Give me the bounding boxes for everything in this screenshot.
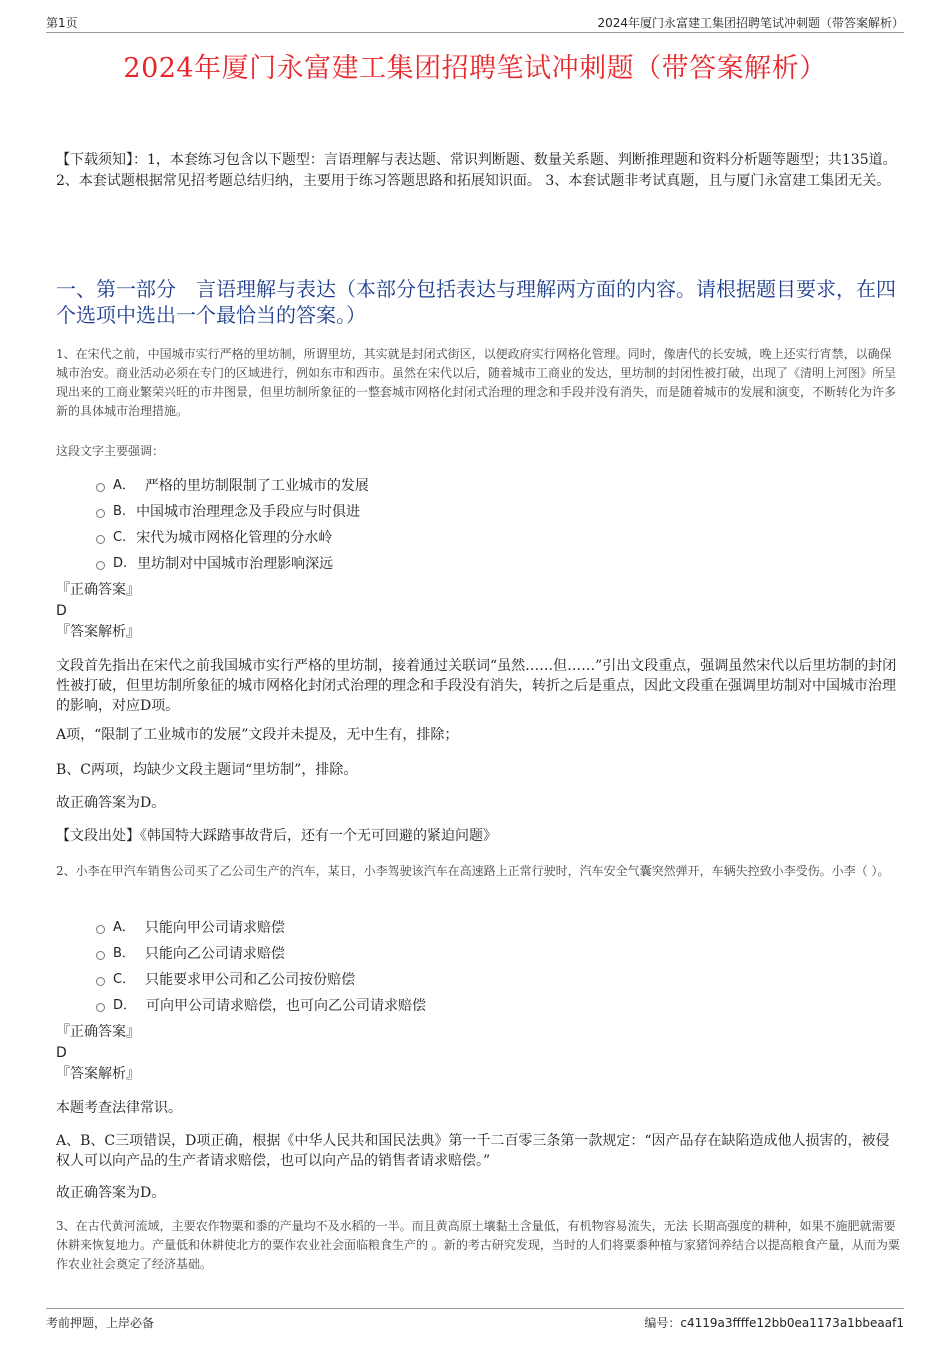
radio-icon[interactable] [96, 977, 105, 986]
q1-source: 【文段出处】《韩国特大踩踏事故背后，还有一个无可回避的紧迫问题》 [56, 828, 497, 844]
q1-option-c[interactable]: C. 宋代为城市网格化管理的分水岭 [96, 528, 332, 548]
q2-option-d[interactable]: D． 可向甲公司请求赔偿，也可向乙公司请求赔偿 [96, 996, 426, 1016]
document-title: 2024年厦门永富建工集团招聘笔试冲刺题（带答案解析） [123, 53, 827, 84]
q2-correct-label: 『正确答案』 [56, 1024, 140, 1040]
q1-analysis-1: 文段首先指出在宋代之前我国城市实行严格的里坊制，接着通过关联词“虽然……但……”引出文段重点，强调虽然宋代以后里坊制的封闭性被打破，但里坊制所象征的城市网格化封闭式治理的理念和手段没有消失，转折之后是重点，因此文段重在强调里坊制对中国城市治理的影响，对应D项。 [56, 658, 897, 714]
header-divider [46, 32, 904, 33]
header-doc-name: 2024年厦门永富建工集团招聘笔试冲刺题（带答案解析） [597, 16, 904, 30]
q1-option-d[interactable]: D. 里坊制对中国城市治理影响深远 [96, 554, 333, 574]
q1-analysis-2: A项，“限制了工业城市的发展”文段并未提及，无中生有，排除； [56, 727, 459, 743]
q1-correct-label: 『正确答案』 [56, 582, 140, 598]
q2-analysis-3: 故正确答案为D。 [56, 1185, 166, 1201]
question-1-stem: 这段文字主要强调： [56, 444, 165, 458]
q1-analysis-4: 故正确答案为D。 [56, 795, 166, 811]
radio-icon[interactable] [96, 535, 105, 544]
q2-analysis-1: 本题考查法律常识。 [56, 1100, 182, 1116]
radio-icon[interactable] [96, 951, 105, 960]
footer-slogan: 考前押题，上岸必备 [46, 1316, 155, 1330]
page-number: 第1页 [46, 16, 78, 30]
question-2-text: 2、小李在甲汽车销售公司买了乙公司生产的汽车，某日，小李驾驶该汽车在高速路上正常行驶时，汽车安全气囊突然弹开，车辆失控致小李受伤。小李（ ）。 [56, 864, 890, 878]
q2-option-a[interactable]: A． 只能向甲公司请求赔偿 [96, 918, 285, 938]
radio-icon[interactable] [96, 561, 105, 570]
q2-answer: D [56, 1045, 67, 1061]
question-1-text: 1、在宋代之前，中国城市实行严格的里坊制，所谓里坊，其实就是封闭式街区，以便政府实行网格化管理。同时，像唐代的长安城，晚上还实行宵禁，以确保城市治安。商业活动必须在专门的区域进行，例如东市和西市。虽然在宋代以后，随着城市工商业的发达，里坊制的封闭性被打破，出现了《清明上河图》所呈现出来的工商业繁荣兴旺的市井图景，但里坊制所象征的一整套城市网格化封闭式治理的理念和手段并没有消失，而是随着城市的发展和演变，不断转化为许多新的具体城市治理措施。 [56, 347, 897, 418]
footer-divider [46, 1308, 904, 1309]
download-notice: 【下载须知】：1，本套练习包含以下题型：言语理解与表达题、常识判断题、数量关系题、判断推理题和资料分析题等题型；共135道。 2、本套试题根据常见招考题总结归纳，主要用于练习答题思路和拓展知识面。 3、本套试题非考试真题，且与厦门永富建工集团无关。 [56, 152, 897, 189]
q2-option-c[interactable]: C． 只能要求甲公司和乙公司按份赔偿 [96, 970, 355, 990]
radio-icon[interactable] [96, 483, 105, 492]
radio-icon[interactable] [96, 1003, 105, 1012]
section-heading: 一、第一部分 言语理解与表达（本部分包括表达与理解两方面的内容。请根据题目要求，在四个选项中选出一个最恰当的答案。） [56, 277, 896, 327]
q1-option-a[interactable]: A． 严格的里坊制限制了工业城市的发展 [96, 476, 369, 496]
q1-answer: D [56, 603, 67, 619]
q1-analysis-label: 『答案解析』 [56, 624, 140, 640]
q1-analysis-3: B、C两项，均缺少文段主题词“里坊制”，排除。 [56, 762, 358, 778]
radio-icon[interactable] [96, 925, 105, 934]
q1-option-b[interactable]: B. 中国城市治理理念及手段应与时俱进 [96, 502, 360, 522]
q2-analysis-2: A、B、C三项错误，D项正确，根据《中华人民共和国民法典》第一千二百零三条第一款规定：“因产品存在缺陷造成他人损害的，被侵权人可以向产品的生产者请求赔偿，也可以向产品的销售者请求赔偿。” [56, 1133, 890, 1169]
radio-icon[interactable] [96, 509, 105, 518]
question-3-text: 3、在古代黄河流域，主要农作物粟和黍的产量均不及水稻的一半。而且黄高原土壤黏土含量低，有机物容易流失，无法 长期高强度的耕种，如果不施肥就需要休耕来恢复地力。产量低和休耕使北方的粟作农业社会面临粮食生产的 。新的考古研究发现，当时的人们将粟黍种植与家猪饲养结合以提高粮食产量，从而为粟作农业社会奠定了经济基础。 [56, 1219, 900, 1271]
footer-code: 编号：c4119a3ffffe12bb0ea1173a1bbeaaf1 [644, 1316, 904, 1330]
q2-option-b[interactable]: B． 只能向乙公司请求赔偿 [96, 944, 285, 964]
q2-analysis-label: 『答案解析』 [56, 1066, 140, 1082]
